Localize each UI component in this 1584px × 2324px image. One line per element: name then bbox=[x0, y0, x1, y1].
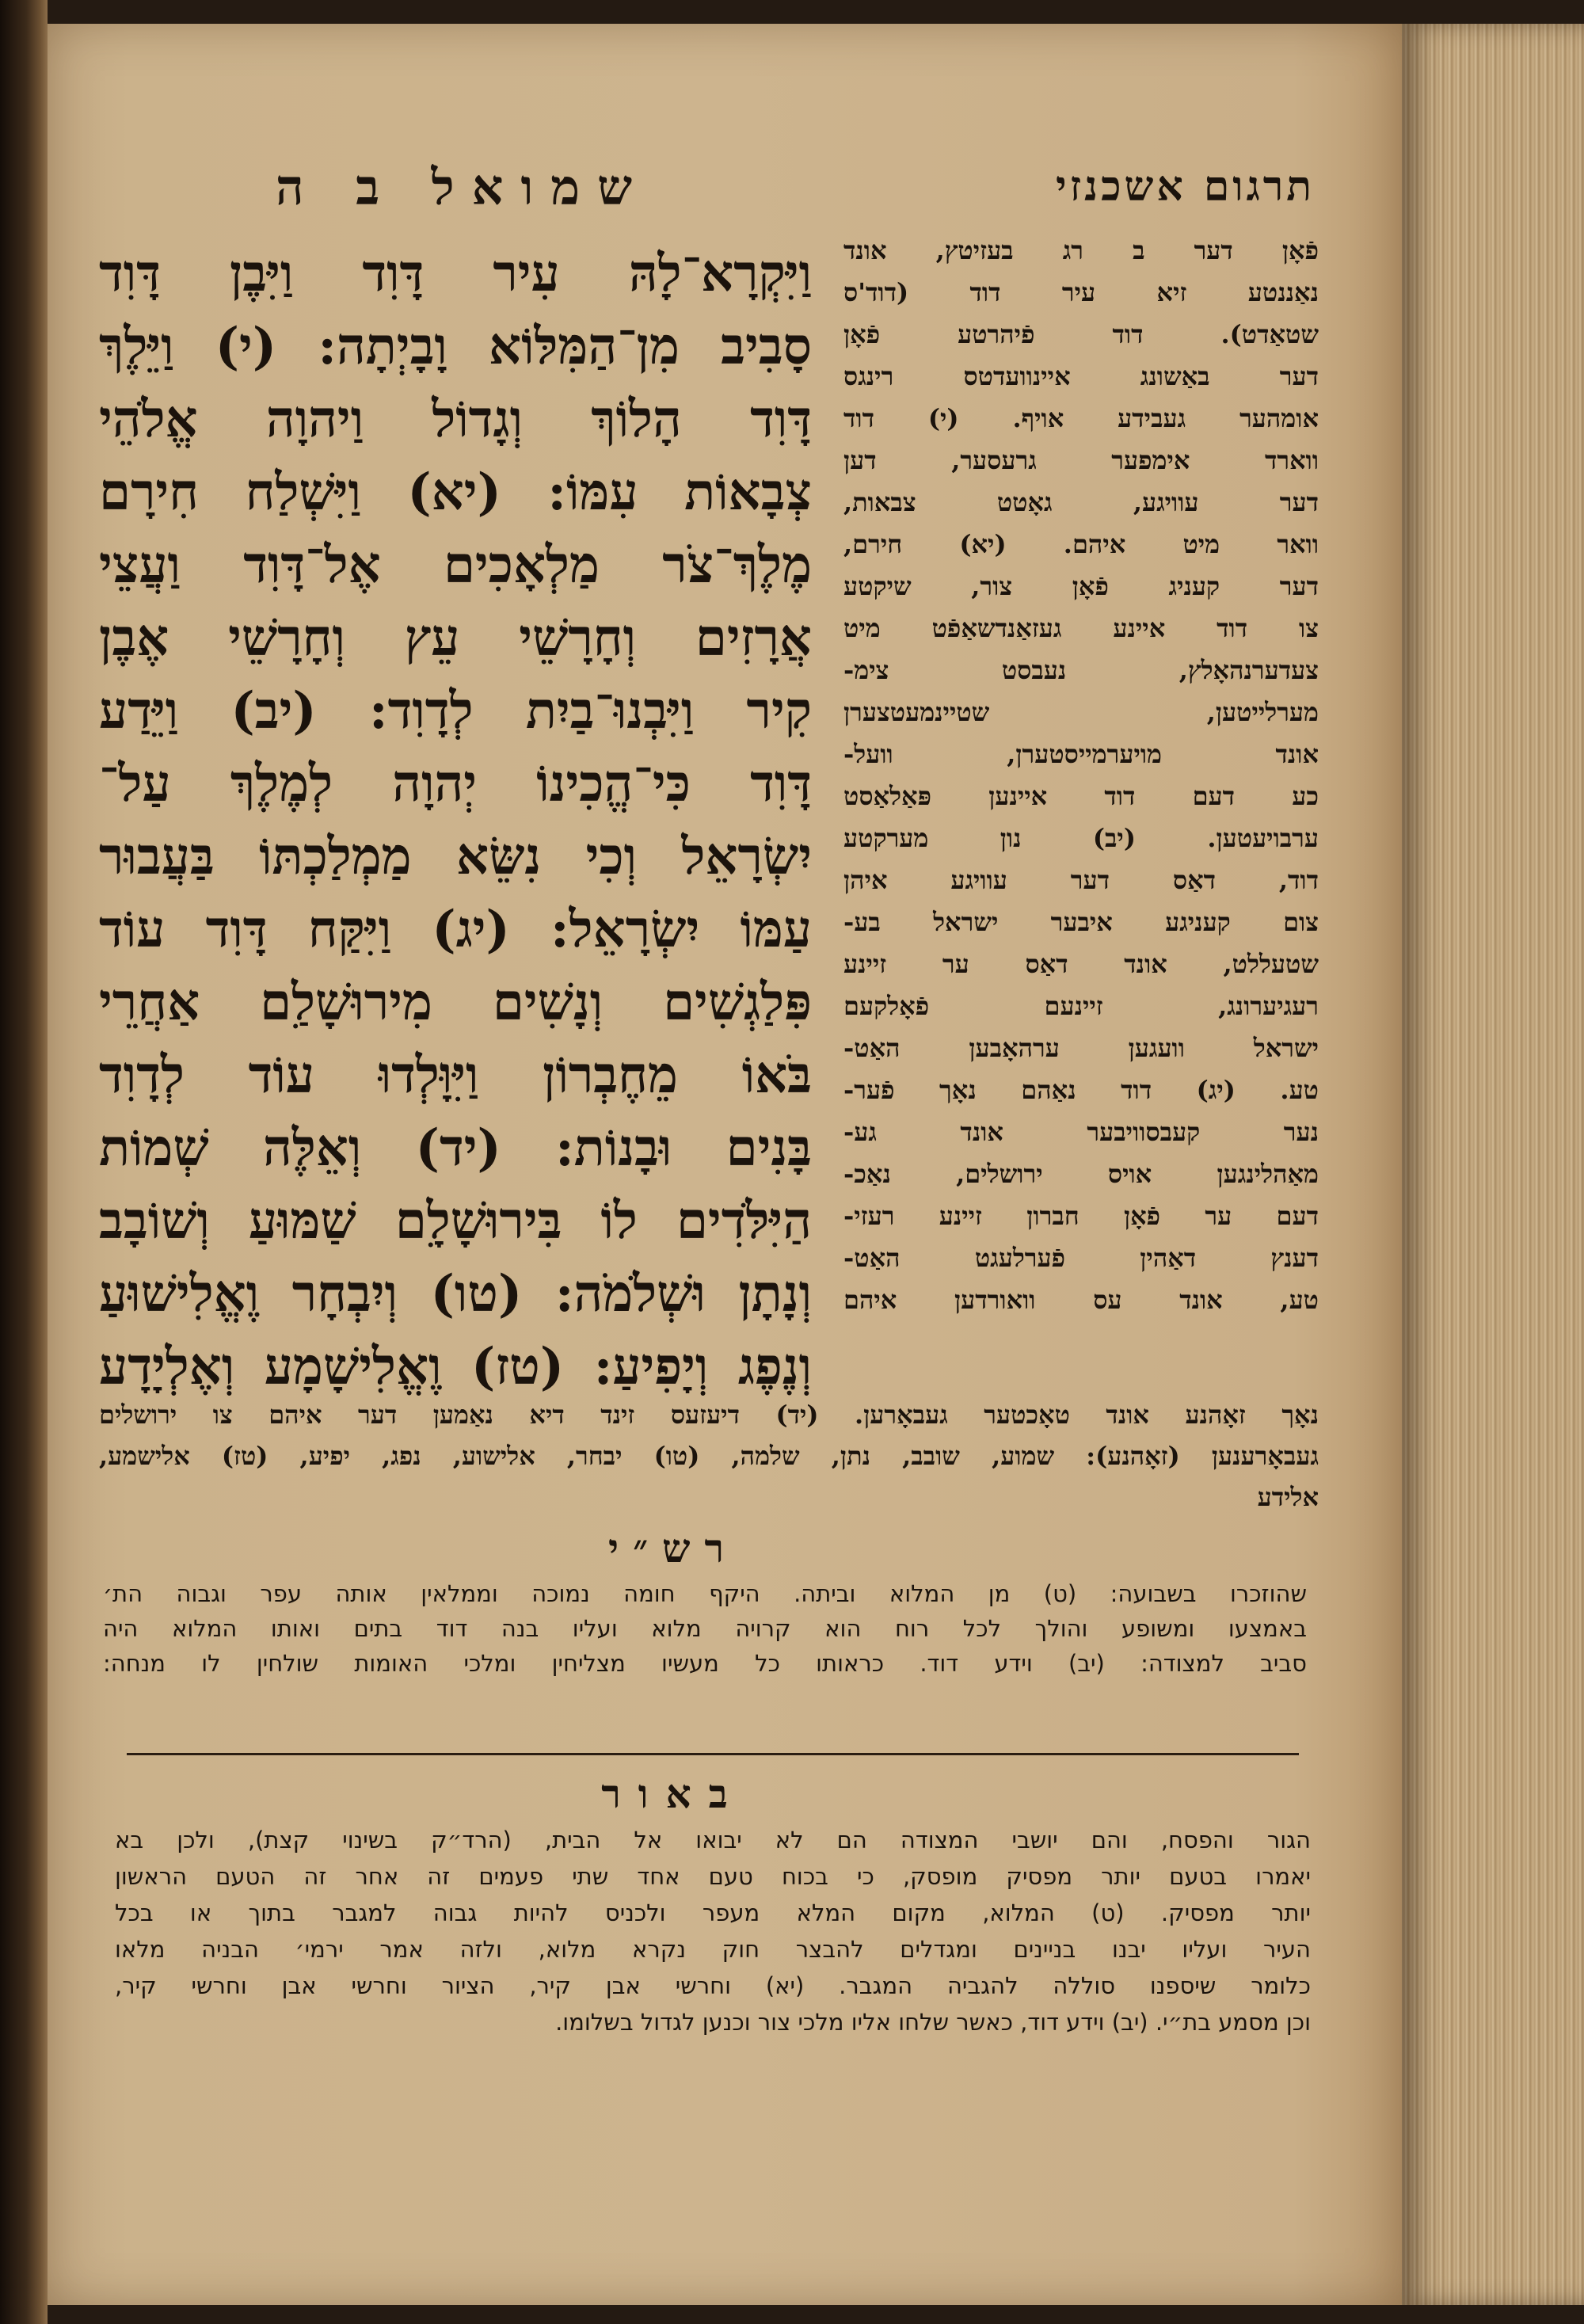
translation-line: שטעללט, אונד דאַס ער זיינע bbox=[843, 949, 1319, 979]
rashi-line: סביב למצודה: (יב) וידע דוד. כראותו כל מעשיו מצליחין ומלכי האומות שולחין לו מנחה: bbox=[103, 1650, 1307, 1677]
translation-line: דענץ דאַהין פֿערלעגט האַט- bbox=[843, 1243, 1319, 1273]
hebrew-line: צְבָאוֹת עִמּוֹ: (יא) וַיִּשְׁלַח חִירָם bbox=[99, 463, 812, 522]
translation-line: ווארד אימפער גרעסער, דען bbox=[843, 445, 1319, 475]
translation-column bbox=[843, 230, 1319, 1402]
translation-line: מערלייטען, שטיינמעטצערן bbox=[843, 697, 1319, 727]
biur-line: כלומר שיספנו סוללה להגביה המגבר. (יא) וחרשי אבן קיר, הציור וחרשי אבן וחרשי קיר, bbox=[115, 1972, 1311, 1999]
hebrew-line: בֹּאוֹ מֵחֶבְרוֹן וַיִּוָּלְדוּ עוֹד לְדָוִד bbox=[99, 1046, 812, 1105]
translation-line: נאָך זאָהנע אונד טאָכטער געבאָרען. (יד) דיעזעס זינד דיא נאַמען דער איהם צו ירושלים bbox=[99, 1400, 1319, 1430]
hebrew-line: וְנֶפֶג וְיָפִיעַ: (טז) וֶאֱלִישָׁמָע וְאֶלְיָדָע bbox=[99, 1337, 812, 1396]
translation-line: שטאַדט). דוד פֿיהרטע פֿאָן bbox=[843, 319, 1319, 349]
translation-line: ערבויעטען. (יב) נון מערקטע bbox=[843, 823, 1319, 853]
translation-line: צעדערנהאָלץ, נעבסט צימ- bbox=[843, 655, 1319, 685]
section-divider bbox=[127, 1753, 1299, 1755]
translation-line: דער עוויגע, גאָטט צבאות, bbox=[843, 487, 1319, 517]
hebrew-line: מֶלֶךְ־צֹר מַלְאָכִים אֶל־דָּוִד וַעֲצֵי bbox=[99, 535, 812, 595]
translation-line: נאַננטע זיא עיר דוד (דוד'ס bbox=[843, 277, 1319, 307]
translation-line: דוד, דאַס דער עוויגע איהן bbox=[843, 865, 1319, 895]
left-binding-edge bbox=[0, 0, 48, 2324]
hebrew-line: קִיר וַיִּבְנוּ־בַיִת לְדָוִד: (יב) וַיֵּדַע bbox=[99, 681, 812, 741]
rashi-line: באמצעו ומשופע והולך לכל רוח הוא קרויה מלוא ועליו בנה דוד בתים ואותו המלוא היה bbox=[103, 1615, 1307, 1642]
rashi-heading: רש״י bbox=[607, 1525, 739, 1572]
biur-line: וכן מסמע בת״י. (יב) וידע דוד, כאשר שלחו אליו מלכי צור וכנען לגדול בשלומו. bbox=[555, 2009, 1311, 2036]
biur-heading: באור bbox=[601, 1770, 745, 1817]
translation-line: אומהער געבידע אויף. (י) דוד bbox=[843, 403, 1319, 433]
hebrew-line: בָּנִים וּבָנוֹת: (יד) וְאֵלֶּה שְׁמוֹת bbox=[99, 1118, 812, 1178]
hebrew-line: הַיִּלֹּדִים לוֹ בִּירוּשָׁלִָם שַׁמּוּעַ וְשׁוֹבָב bbox=[99, 1191, 812, 1251]
translation-line: צום קעניגע איבער ישראל בע- bbox=[843, 907, 1319, 937]
translation-line: ישראל וועגען ערהאָבען האַט- bbox=[843, 1033, 1319, 1063]
translation-line: מאַהלינגען אויס ירושלים, נאַכ- bbox=[843, 1159, 1319, 1189]
rashi-commentary bbox=[103, 1576, 1307, 1681]
hebrew-line: אֲרָזִים וְחָרָשֵׁי עֵץ וְחָרָשֵׁי אֶבֶן bbox=[99, 608, 812, 668]
translation-line: נער קעבסוויבער אונד גע- bbox=[843, 1117, 1319, 1147]
rashi-line: שהוזכרו בשבועה: (ט) מן המלוא וביתה. היקף חומה נמוכה וממלאין אותה עפר וגבוה הת׳ bbox=[103, 1580, 1307, 1607]
hebrew-line: סָבִיב מִן־הַמִּלּוֹא וָבָיְתָה: (י) וַיֵּלֶךְ bbox=[99, 317, 812, 376]
translation-line: אונד מויערמייסטערן, וועל- bbox=[843, 739, 1319, 769]
translation-line: פֿאָן דער ב רג בעזיטץ, אונד bbox=[843, 235, 1319, 265]
hebrew-line: יִשְׂרָאֵל וְכִי נִשֵּׂא מַמְלַכְתּוֹ בַּעֲבוּר bbox=[99, 827, 812, 886]
biur-commentary bbox=[115, 1822, 1311, 2040]
hebrew-line: דָּוִד כִּי־הֱכִינוֹ יְהוָה לְמֶלֶךְ עַל־ bbox=[99, 754, 812, 813]
translation-line: דעם ער פֿאָן חברון זיינע רעזי- bbox=[843, 1201, 1319, 1231]
hebrew-line: וְנָתָן וּשְׁלֹמֹה: (טו) וְיִבְחָר וֶאֱלִישׁוּעַ bbox=[99, 1264, 812, 1324]
translation-line: אלידע bbox=[1257, 1482, 1319, 1512]
translation-line: דער קעניג פֿאָן צור, שיקטע bbox=[843, 571, 1319, 601]
translation-line: געבאָרענען (זאָהנע): שמוע, שובב, נתן, שלמה, (טו) יבחר, אלישוע, נפג, יפיע, (טז) אלישמע, bbox=[99, 1441, 1319, 1471]
translation-line: צו דוד איינע געזאַנדשאַפֿט מיט bbox=[843, 613, 1319, 643]
translation-continuation bbox=[99, 1394, 1319, 1518]
biur-line: הגור והפסח, והם יושבי המצודה הם לא יבואו אל הבית, (הרד״ק בשינוי קצת), ולכן בא bbox=[115, 1827, 1311, 1853]
hebrew-text-column bbox=[99, 238, 812, 1396]
running-title-targum: תרגום אשכנזי bbox=[1056, 162, 1315, 211]
hebrew-line: פִּלַגְשִׁים וְנָשִׁים מִירוּשָׁלִַם אַחֲרֵי bbox=[99, 973, 812, 1032]
translation-line: רעגיערונג, זיינעם פֿאָלקעם bbox=[843, 991, 1319, 1021]
translation-line: וואר מיט איהם. (יא) חירם, bbox=[843, 529, 1319, 559]
translation-line: טע. (יג) דוד נאַהם נאָך פֿער- bbox=[843, 1075, 1319, 1105]
hebrew-line: דָּוִד הָלוֹךְ וְגָדוֹל וַיהוָה אֱלֹהֵי bbox=[99, 390, 812, 449]
biur-line: יאמרו בטעם יותר מפסיק מופסק, כי בכוח טעם אחד שתי פעמים זה אחר זה הטעם הראשון bbox=[115, 1863, 1311, 1890]
biur-line: העיר ועליו יבנו בניינים ומגדלים להבצר חוק נקרא מלוא, ולזה אמר ירמי׳ הבניה מלאו bbox=[115, 1936, 1311, 1963]
translation-line: כע דעם דוד איינען פּאַלאַסט bbox=[843, 781, 1319, 811]
running-title-book: שמואל ב ה bbox=[275, 158, 649, 216]
translation-line: דער באַשונג איינוועדטס רינגס bbox=[843, 361, 1319, 391]
biur-line: יותר מפסיק. (ט) המלוא, מקום המלא מעפר ולכניס להיות גבוה למגבר בתוך או בכל bbox=[115, 1899, 1311, 1926]
translation-line: טע, אונד עס וואורדען איהם bbox=[843, 1285, 1319, 1315]
page-edges bbox=[1402, 24, 1584, 2305]
hebrew-line: וַיִּקְרָא־לָהּ עִיר דָּוִד וַיִּבֶן דָּוִד bbox=[99, 244, 812, 303]
hebrew-line: עַמּוֹ יִשְׂרָאֵל: (יג) וַיִּקַּח דָּוִד עוֹד bbox=[99, 900, 812, 959]
